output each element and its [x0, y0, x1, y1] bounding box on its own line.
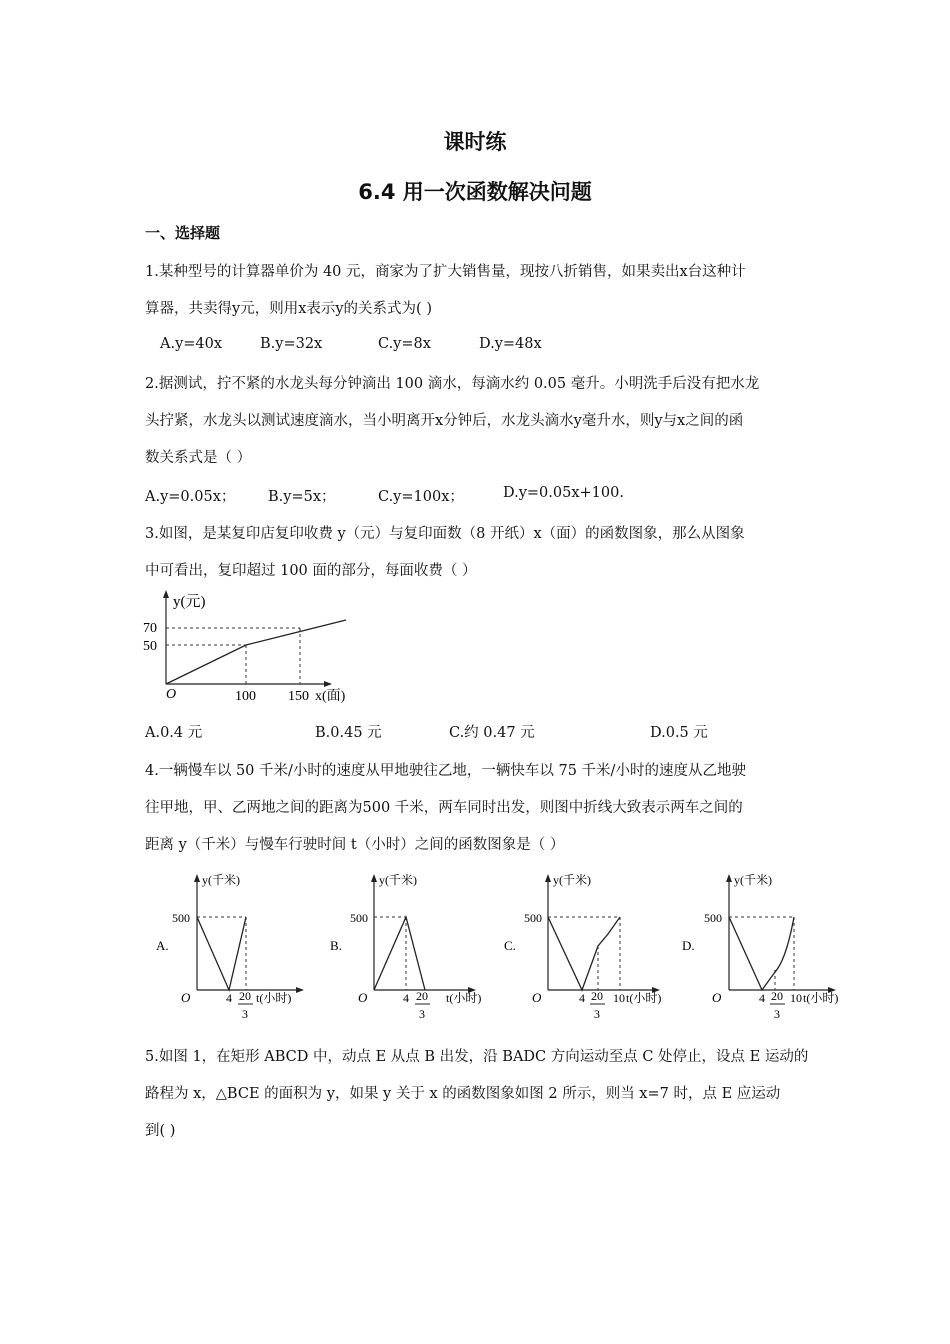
q3-y-tick-50: 50 — [143, 639, 157, 654]
page-title: 课时练 — [443, 130, 507, 154]
y-label: y(千米) — [379, 873, 417, 887]
q1-option-c: C.y=8x — [378, 336, 431, 352]
y-arrow-icon — [371, 874, 377, 882]
x-arrow-icon — [296, 987, 304, 993]
q2-option-a: A.y=0.05x； — [145, 489, 236, 505]
q1-option-b: B.y=32x — [260, 336, 323, 352]
q4-graph-d — [674, 868, 848, 1024]
x-label: t(小时) — [626, 991, 662, 1005]
frac-denominator: 3 — [774, 1007, 780, 1021]
q3-x-tick-150: 150 — [288, 689, 309, 704]
page-subtitle: 6.4 用一次函数解决问题 — [358, 180, 592, 204]
q3-line1: 3.如图，是某复印店复印收费 y（元）与复印面数（8 开纸）x（面）的函数图象，那么从图象 — [145, 526, 745, 542]
frac-denominator: 3 — [594, 1007, 600, 1021]
y-arrow-icon — [726, 874, 732, 882]
q3-x-arrow-icon — [324, 681, 332, 687]
y-tick: 500 — [350, 911, 368, 925]
graph-letter: D. — [682, 938, 695, 953]
q5-line1: 5.如图 1，在矩形 ABCD 中，动点 E 从点 B 出发，沿 BADC 方向运动至点 C 处停止，设点 E 运动的 — [145, 1049, 809, 1065]
graph-letter: C. — [504, 938, 516, 953]
q1-line2: 算器，共卖得y元，则用x表示y的关系式为( ) — [145, 301, 432, 317]
x-tick: 4 — [403, 991, 409, 1005]
q1-line1: 1.某种型号的计算器单价为 40 元，商家为了扩大销售量，现按八折销售，如果卖出x台这种计 — [145, 264, 746, 280]
q3-function-line — [166, 620, 346, 684]
q2-line1: 2.据测试，拧不紧的水龙头每分钟滴出 100 滴水，每滴水约 0.05 毫升。小明洗手后没有把水龙 — [145, 376, 760, 392]
q4-line1: 4.一辆慢车以 50 千米/小时的速度从甲地驶往乙地，一辆快车以 75 千米/小时的速度从乙地驶 — [145, 763, 746, 779]
frac-numerator: 20 — [416, 989, 428, 1003]
q3-option-d: D.0.5 元 — [650, 725, 708, 741]
y-tick: 500 — [704, 911, 722, 925]
section-heading: 一、选择题 — [145, 224, 221, 242]
graph-letter: A. — [156, 938, 169, 953]
q5-line3: 到( ) — [145, 1123, 176, 1139]
origin: O — [181, 990, 191, 1005]
q3-graph — [140, 588, 360, 706]
q3-line2: 中可看出，复印超过 100 面的部分，每面收费（ ） — [145, 563, 477, 579]
y-label: y(千米) — [553, 873, 591, 887]
x-label: t(小时) — [803, 991, 839, 1005]
frac-numerator: 20 — [771, 989, 783, 1003]
q1-option-d: D.y=48x — [479, 336, 542, 352]
q4-graph-b — [326, 868, 494, 1024]
q1-option-a: A.y=40x — [160, 336, 223, 352]
q4-graph-c — [500, 868, 668, 1024]
q3-option-a: A.0.4 元 — [145, 725, 203, 741]
q3-y-tick-70: 70 — [143, 621, 157, 636]
frac-denominator: 3 — [419, 1007, 425, 1021]
q2-line2: 头拧紧，水龙头以测试速度滴水，当小明离开x分钟后，水龙头滴水y毫升水，则y与x之间的函 — [145, 413, 744, 429]
q2-line3: 数关系式是（ ） — [145, 450, 252, 466]
x-label: t(小时) — [256, 991, 292, 1005]
q3-x-tick-100: 100 — [235, 689, 256, 704]
y-arrow-icon — [545, 874, 551, 882]
origin: O — [532, 990, 542, 1005]
x-tick-10: 10 — [790, 991, 802, 1005]
q4-line3: 距离 y（千米）与慢车行驶时间 t（小时）之间的函数图象是（ ） — [145, 837, 565, 853]
origin: O — [358, 990, 368, 1005]
q3-origin: O — [166, 687, 177, 702]
origin: O — [712, 990, 722, 1005]
function-line — [548, 917, 620, 990]
frac-denominator: 3 — [242, 1007, 248, 1021]
q3-y-arrow-icon — [163, 590, 169, 598]
q5-line2: 路程为 x，△BCE 的面积为 y，如果 y 关于 x 的函数图象如图 2 所示，则当 x=7 时，点 E 应运动 — [145, 1086, 781, 1102]
function-line — [729, 917, 794, 990]
y-label: y(千米) — [202, 873, 240, 887]
function-line — [374, 917, 425, 990]
function-line — [197, 917, 246, 990]
q3-option-b: B.0.45 元 — [315, 725, 382, 741]
frac-numerator: 20 — [591, 989, 603, 1003]
x-tick-10: 10 — [613, 991, 625, 1005]
q3-y-label: y(元) — [173, 594, 206, 610]
q2-option-b: B.y=5x； — [268, 489, 336, 505]
graph-letter: B. — [330, 938, 342, 953]
x-tick: 4 — [759, 991, 765, 1005]
q4-line2: 往甲地，甲、乙两地之间的距离为500 千米，两车同时出发，则图中折线大致表示两车之间的 — [145, 800, 743, 816]
y-arrow-icon — [194, 874, 200, 882]
x-label: t(小时) — [446, 991, 482, 1005]
q3-option-c: C.约 0.47 元 — [449, 725, 535, 741]
x-tick: 4 — [226, 991, 232, 1005]
x-tick: 4 — [579, 991, 585, 1005]
y-tick: 500 — [524, 911, 542, 925]
q3-x-label: x(面) — [315, 689, 346, 704]
q4-graph-a — [152, 868, 320, 1024]
y-tick: 500 — [172, 911, 190, 925]
frac-numerator: 20 — [239, 989, 251, 1003]
y-label: y(千米) — [734, 873, 772, 887]
q2-option-c: C.y=100x； — [378, 489, 464, 505]
q2-option-d: D.y=0.05x+100. — [503, 485, 624, 501]
